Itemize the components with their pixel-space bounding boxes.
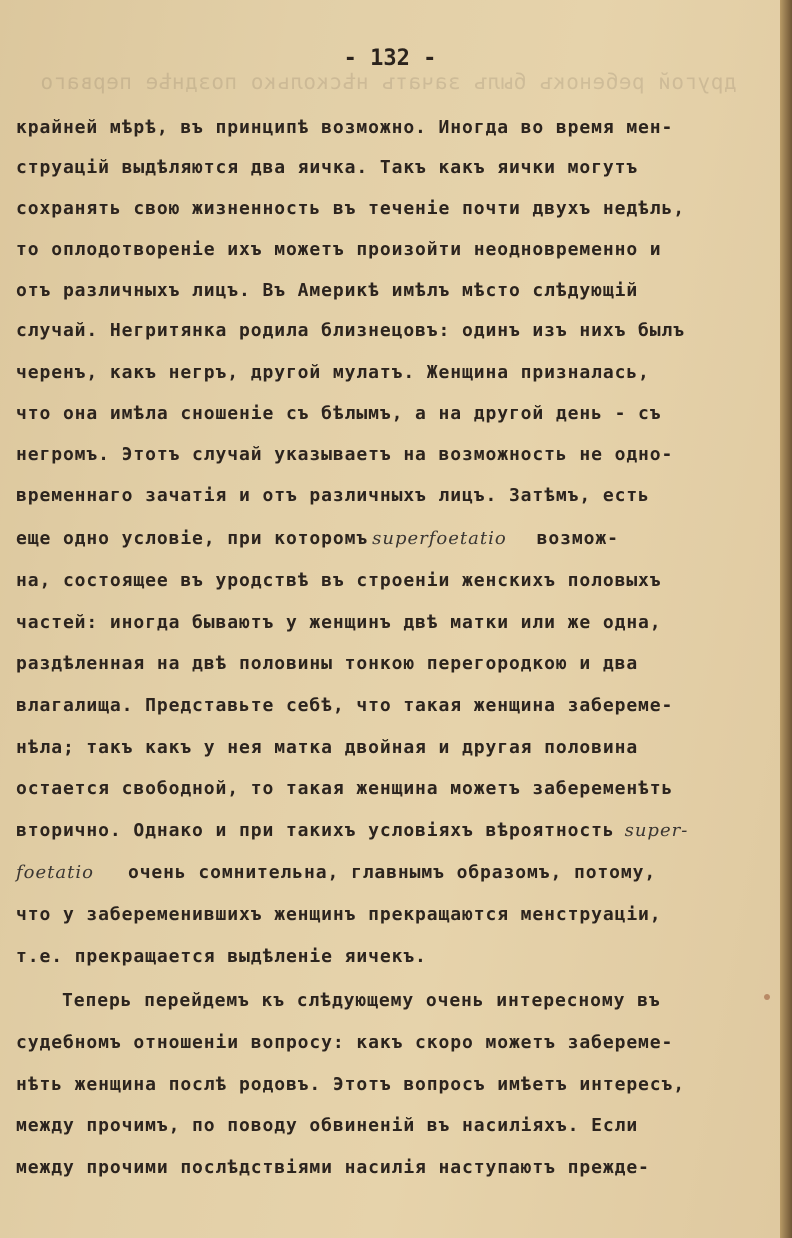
text-line-7: черенъ, какъ негръ, другой мулатъ. Женщина призналась, xyxy=(16,362,650,383)
handwritten-term: superfoetatio xyxy=(372,528,507,549)
text-line-24: нѣть женщина послѣ родовъ. Этотъ вопросъ имѣетъ интересъ, xyxy=(16,1074,686,1095)
text-line-18 xyxy=(16,820,688,841)
text-line-22: Теперь перейдемъ къ слѣдующему очень интересному въ xyxy=(62,990,661,1011)
bleed-through-text: другой ребенокъ былъ зачатъ нѣсколько позднѣе перваго xyxy=(40,70,737,94)
text-line-20: что у забеременившихъ женщинъ прекращаются менструаціи, xyxy=(16,904,662,925)
text-line-16: нѣла; такъ какъ у нея матка двойная и другая половина xyxy=(16,737,639,758)
text-line-4: то оплодотвореніе ихъ можетъ произойти неодновременно и xyxy=(16,239,662,260)
text-line-9: негромъ. Этотъ случай указываетъ на возможность не одно- xyxy=(16,444,674,465)
page-number: - 132 - xyxy=(343,46,437,71)
handwritten-term: super- xyxy=(624,820,689,841)
text-line-6: случай. Негритянка родила близнецовъ: одинъ изъ нихъ былъ xyxy=(16,320,686,341)
text-line-13: частей: иногда бываютъ у женщинъ двѣ матки или же одна, xyxy=(16,612,662,633)
paper-stain xyxy=(764,994,770,1000)
text-line-17: остается свободной, то такая женщина можетъ забеременѣть xyxy=(16,778,674,799)
text-line-26: между прочими послѣдствіями насилія наступаютъ прежде- xyxy=(16,1157,650,1178)
text-line-3: сохранять свою жизненность въ теченіе почти двухъ недѣль, xyxy=(16,198,686,219)
text-line-8: что она имѣла сношеніе съ бѣлымъ, а на другой день - съ xyxy=(16,403,662,424)
page-edge-shadow xyxy=(780,0,792,1238)
text-line-18-start: вторично. Однако и при такихъ условіяхъ вѣроятность xyxy=(16,820,615,841)
text-line-10: временнаго зачатія и отъ различныхъ лицъ. Затѣмъ, есть xyxy=(16,485,650,506)
text-line-2: струацій выдѣляются два яичка. Такъ какъ яички могутъ xyxy=(16,157,639,178)
text-line-12: на, состоящее въ уродствѣ въ строеніи женскихъ половыхъ xyxy=(16,570,662,591)
text-line-14: раздѣленная на двѣ половины тонкою перегородкою и два xyxy=(16,653,639,674)
text-line-19-end: очень сомнительна, главнымъ образомъ, потому, xyxy=(127,862,657,883)
text-line-19 xyxy=(16,862,656,883)
text-line-21: т.е. прекращается выдѣленіе яичекъ. xyxy=(16,946,427,967)
text-line-5: отъ различныхъ лицъ. Въ Америкѣ имѣлъ мѣсто слѣдующій xyxy=(16,280,639,301)
text-line-25: между прочимъ, по поводу обвиненій въ насиліяхъ. Если xyxy=(16,1115,639,1136)
text-line-11-start: еще одно условіе, при которомъ xyxy=(16,528,369,549)
handwritten-term: foetatio xyxy=(16,862,94,883)
text-line-23: судебномъ отношеніи вопросу: какъ скоро можетъ забереме- xyxy=(16,1032,674,1053)
text-line-11 xyxy=(16,528,619,549)
text-line-11-end: возмож- xyxy=(536,528,619,549)
text-line-1: крайней мѣрѣ, въ принципѣ возможно. Иногда во время мен- xyxy=(16,117,674,138)
text-line-15: влагалища. Представьте себѣ, что такая женщина забереме- xyxy=(16,695,674,716)
